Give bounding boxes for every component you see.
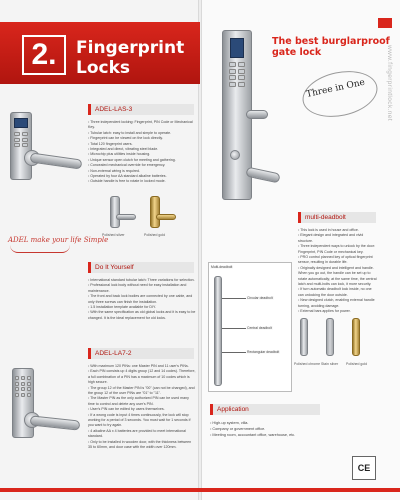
list-item: • Meeting room, accountant office, warehouse, etc. (210, 432, 340, 438)
three-in-one-text: Three in One (305, 77, 366, 100)
diagram-label-central: Central deadbolt (247, 326, 272, 330)
model2-features (88, 364, 196, 451)
headline-line1: The best burglarproof (272, 36, 390, 47)
list-item: • Three independent ways to unlock by the door: Fingerprint, PIN Code or mechanical key. (298, 244, 378, 255)
website-url: www.fingerprintlock.net (386, 45, 393, 122)
model2-title: ADEL-LA7-2 (88, 348, 194, 359)
ce-certification-mark: CE (352, 456, 376, 480)
list-item: • Total 120 fingerprint users. (88, 142, 196, 147)
bottom-accent-bar (0, 488, 400, 492)
list-item: • Integrated and direct, vibrating steel blade. (88, 147, 196, 152)
section-number: 2. (22, 35, 66, 75)
list-item: • External bars applies for power. (298, 309, 378, 314)
list-item: • User's PIN can be edited by users themselves. (88, 407, 196, 412)
brand-slogan: ADEL make your life Simple (8, 236, 109, 244)
list-item: • This lock is used in house and office. (298, 228, 378, 233)
list-item: • Only to be installed in wooden door, with the thickness between 35 to 60mm, and door case with the width over 120mm. (88, 440, 196, 451)
list-item: • Elegant design and integrated and vivid structure. (298, 233, 378, 244)
list-item: • International standard tubular latch: Three variations for selection. (88, 278, 196, 283)
list-item: • If turn automatic deadbolt lock inside, no one can unlocking the door outside. (298, 287, 378, 298)
gate-lock-sensor (230, 38, 244, 58)
model1-features (88, 120, 196, 185)
corner-accent (378, 18, 392, 28)
list-item: • With the same specification as old global locks and it is easy to be changed. It is the ideal replacement for old locks. (88, 310, 196, 321)
headline-line2: gate lock (272, 47, 322, 58)
diagram-label-rectangular: Rectangular deadbolt (247, 350, 280, 354)
lock-las3-gold-variant (150, 196, 160, 228)
leader-line-central (222, 328, 246, 329)
diagram-label-multi-deadbolt: Multi-deadbolt (211, 265, 233, 269)
list-item: • Professional lock body without need for easy installation and maintenance. (88, 283, 196, 294)
list-item: • The front and back lock bodies are connected by one cable, and only three screws can finish the installation. (88, 294, 196, 305)
leader-line-circular (222, 298, 246, 299)
leader-line-rectangular (222, 352, 246, 353)
lock-las3-sensor (14, 118, 28, 128)
list-item: • 1.5 installation template available for DIY. (88, 305, 196, 310)
caption-satin-silver: Stain silver (321, 362, 339, 366)
gate-lock-upper-lever (246, 110, 268, 119)
lock-las3-keypad (14, 132, 28, 147)
list-item: • New designed clutch, enabling external handle turning, avoiding damage. (298, 298, 378, 309)
diagram-label-circular: Circular deadbolt (247, 296, 273, 300)
multi-deadbolt-title: multi-deadbolt (298, 212, 376, 223)
list-item: • Non-external wiring is required. (88, 169, 196, 174)
gate-lock-satin-variant (326, 318, 334, 356)
list-item: • Outside handle is free to rotate in locked mode. (88, 179, 196, 184)
lock-las3-gold-lever (156, 214, 176, 220)
list-item: • If a wrong code is input 4 times continuously, the lock will stop working for a period of 3 seconds. You must wait for 1 seconds if you want to try again. (88, 413, 196, 429)
diy-features (88, 278, 196, 321)
multi-deadbolt-features (298, 228, 378, 315)
list-item: • Microchip plus utilities inside housing. (88, 152, 196, 157)
application-title: Application (210, 404, 320, 415)
gate-lock-gold-variant (352, 318, 360, 356)
caption-polished-gold-right: Polished gold (346, 362, 368, 366)
caption-polished-gold: Polished gold (144, 233, 166, 237)
list-item: • Each PIN consists up 4 digits group (12 and 14 codes). Therefore, a full combination of a PIN has a maximum of 10 codes which is high secure. (88, 369, 196, 385)
gate-lock-chrome-variant (300, 318, 308, 356)
caption-polished-chrome: Polished chrome (294, 362, 321, 366)
lock-las3-silver-lever (116, 214, 136, 220)
list-item: • Three independent locking: Fingerprint, PIN Code or Mechanical Key. (88, 120, 196, 131)
slogan-swoosh (10, 245, 70, 253)
list-item: • The group 12 of the Master PIN is "00" (can not be changed), and the group 12 of the user PINs are "01" to "11". (88, 386, 196, 397)
gate-lock-keypad (229, 62, 245, 87)
list-item: • With maximum 120 PINs: one Master PIN and 11 user's PINs. (88, 364, 196, 369)
lock-las3-silver-variant (110, 196, 120, 228)
list-item: • 4 alkaline AA x 4 batteries are provided to meet international standard. (88, 429, 196, 440)
list-item: • Fingerprint can be viewed on the lock directly. (88, 136, 196, 141)
list-item: • High-up system, villa. (210, 420, 340, 426)
list-item: • The Master PIN as the only authorized PIN can be used many time to control and delete any user's PIN. (88, 396, 196, 407)
section-title-line2: Locks (76, 58, 131, 78)
gate-lock-key-cylinder (230, 150, 240, 160)
list-item: • Operated by four AA standard alkaline batteries. (88, 174, 196, 179)
list-item: • Tubular latch: easy to install and simple to operate. (88, 131, 196, 136)
diy-title: Do It Yourself (88, 262, 194, 273)
list-item: • Originally designed and intelligent and handle. When you go out, the handle can be set up to rotate automatically; at the same time, the central latch and multi-bolts can lock, it more security. (298, 266, 378, 288)
list-item: • Unique sensor open clutch for meeting and gathering. (88, 158, 196, 163)
section-title-line1: Fingerprint (76, 38, 185, 58)
headline (272, 36, 392, 58)
list-item: • PRO control planned key of optical fingerprint sensor, resulting in durable life. (298, 255, 378, 266)
list-item: • Company or government office. (210, 426, 340, 432)
model1-title: ADEL-LAS-3 (88, 104, 194, 115)
deadbolt-faceplate (214, 276, 222, 386)
list-item: • Concealed mechanical override for emergency. (88, 163, 196, 168)
caption-polished-silver: Polished silver (102, 233, 125, 237)
lock-la72-keypad (15, 376, 31, 397)
application-list (210, 420, 340, 438)
